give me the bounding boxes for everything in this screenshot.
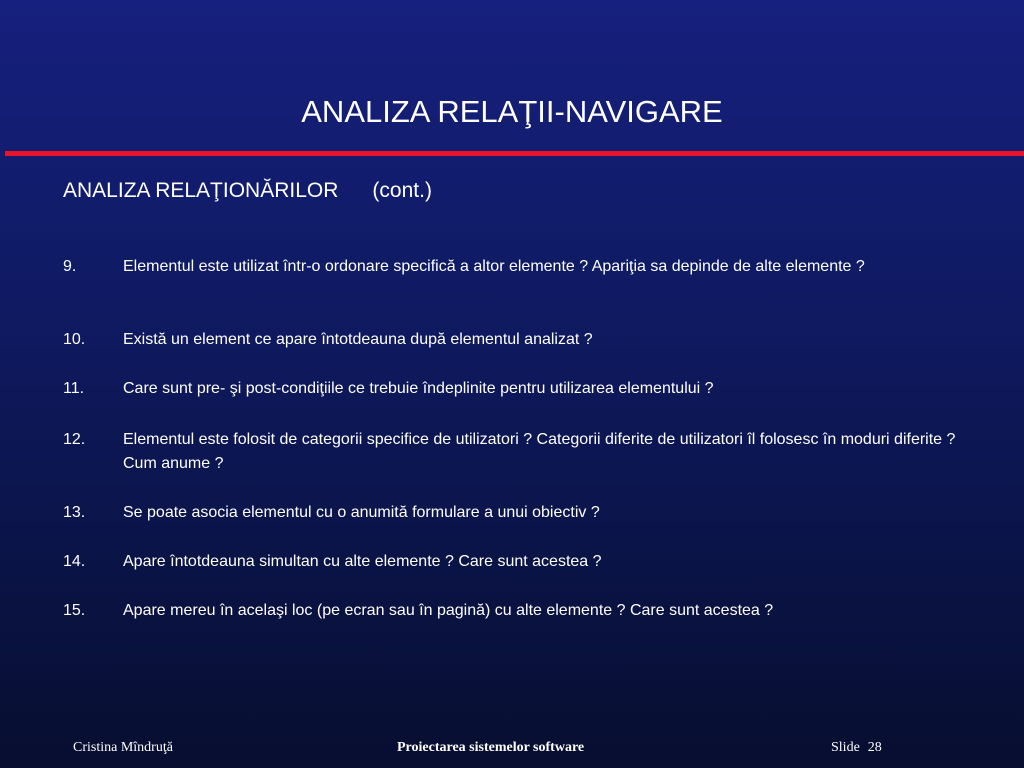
slide-label: Slide bbox=[831, 740, 860, 755]
item-text: Există un element ce apare întotdeauna după elementul analizat ? bbox=[123, 331, 593, 348]
item-number: 12. bbox=[63, 431, 86, 448]
section-subtitle bbox=[63, 177, 432, 205]
footer-slide-number bbox=[831, 738, 882, 758]
item-number: 13. bbox=[63, 504, 86, 521]
item-text: Apare mereu în acelaşi loc (pe ecran sau în pagină) cu alte elemente ? Care sunt acestea ? bbox=[123, 602, 774, 619]
title-divider bbox=[5, 151, 1024, 156]
item-text: Elementul este utilizat într-o ordonare specifică a altor elemente ? Apariţia sa depinde de alte elemente ? bbox=[123, 258, 865, 275]
item-number: 15. bbox=[63, 602, 86, 619]
item-text: Elementul este folosit de categorii specifice de utilizatori ? Categorii diferite de utilizatori îl folosesc în moduri diferite ? Cum anume ? bbox=[123, 431, 956, 472]
item-text: Care sunt pre- şi post-condiţiile ce trebuie îndeplinite pentru utilizarea elementului ? bbox=[123, 380, 714, 397]
slide-title: ANALIZA RELAŢII-NAVIGARE bbox=[301, 94, 723, 129]
subtitle-text: ANALIZA RELAŢIONĂRILOR bbox=[63, 179, 339, 202]
item-number: 10. bbox=[63, 331, 86, 348]
subtitle-suffix: (cont.) bbox=[372, 179, 432, 202]
footer-course-title: Proiectarea sistemelor software bbox=[397, 740, 585, 755]
item-number: 11. bbox=[63, 380, 85, 397]
item-text: Apare întotdeauna simultan cu alte elemente ? Care sunt acestea ? bbox=[123, 553, 602, 570]
footer-author: Cristina Mîndruţă bbox=[73, 740, 173, 755]
item-text: Se poate asocia elementul cu o anumită formulare a unui obiectiv ? bbox=[123, 504, 600, 521]
item-number: 9. bbox=[63, 258, 77, 275]
slide-number: 28 bbox=[867, 740, 882, 755]
item-number: 14. bbox=[63, 553, 86, 570]
